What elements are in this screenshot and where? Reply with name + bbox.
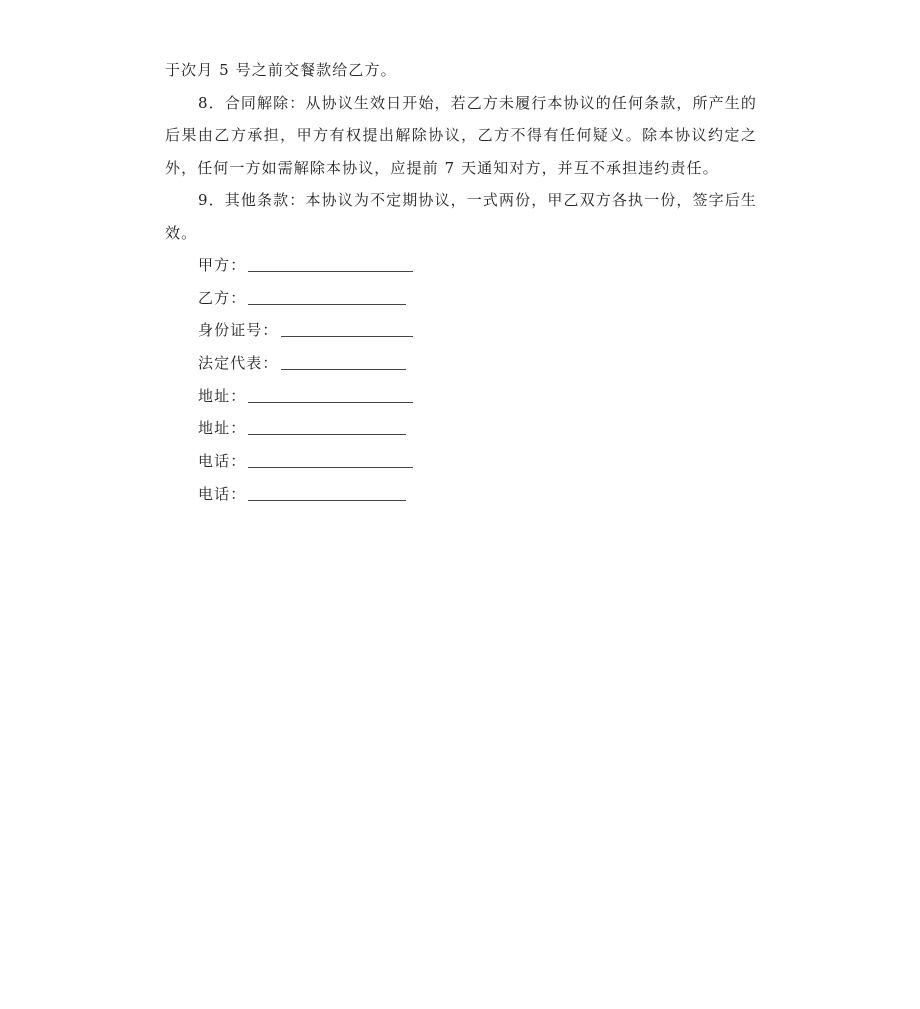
- party-a-signature-line[interactable]: [248, 249, 413, 272]
- party-a-phone-label: 电话：: [198, 452, 247, 471]
- party-b-address-line[interactable]: [248, 412, 406, 435]
- id-number-label: 身份证号：: [198, 321, 279, 340]
- id-number-field: [165, 314, 757, 347]
- party-b-signature-line[interactable]: [248, 282, 406, 305]
- party-a-phone-line[interactable]: [248, 445, 413, 468]
- party-b-label: 乙方：: [198, 288, 247, 307]
- other-terms-clause: 9．其他条款：本协议为不定期协议，一式两份，甲乙双方各执一份，签字后生效。: [165, 191, 757, 242]
- payment-clause-continuation: 于次月 5 号之前交餐款给乙方。: [165, 61, 397, 79]
- party-a-address-label: 地址：: [198, 386, 247, 405]
- party-a-address-field: [165, 380, 757, 413]
- legal-representative-field: [165, 347, 757, 380]
- party-b-field: [165, 282, 757, 315]
- party-a-label: 甲方：: [198, 256, 247, 274]
- party-a-field: [165, 249, 757, 282]
- legal-representative-label: 法定代表：: [198, 354, 279, 373]
- party-a-address-line[interactable]: [248, 380, 413, 403]
- party-b-phone-label: 电话：: [198, 484, 247, 503]
- party-a-phone-field: [165, 445, 757, 478]
- legal-representative-line[interactable]: [281, 347, 406, 370]
- party-b-phone-field: [165, 478, 757, 511]
- party-b-address-field: [165, 412, 757, 445]
- party-b-address-label: 地址：: [198, 419, 247, 438]
- party-b-phone-line[interactable]: [248, 478, 406, 501]
- agreement-body: [165, 54, 757, 511]
- id-number-line[interactable]: [281, 314, 413, 337]
- termination-clause: 8．合同解除：从协议生效日开始，若乙方未履行本协议的任何条款，所产生的后果由乙方承担，甲方有权提出解除协议，乙方不得有任何疑义。除本协议约定之外，任何一方如需解除本协议，应提前 7 天通知对方，并互不承担违约责任。: [165, 93, 757, 177]
